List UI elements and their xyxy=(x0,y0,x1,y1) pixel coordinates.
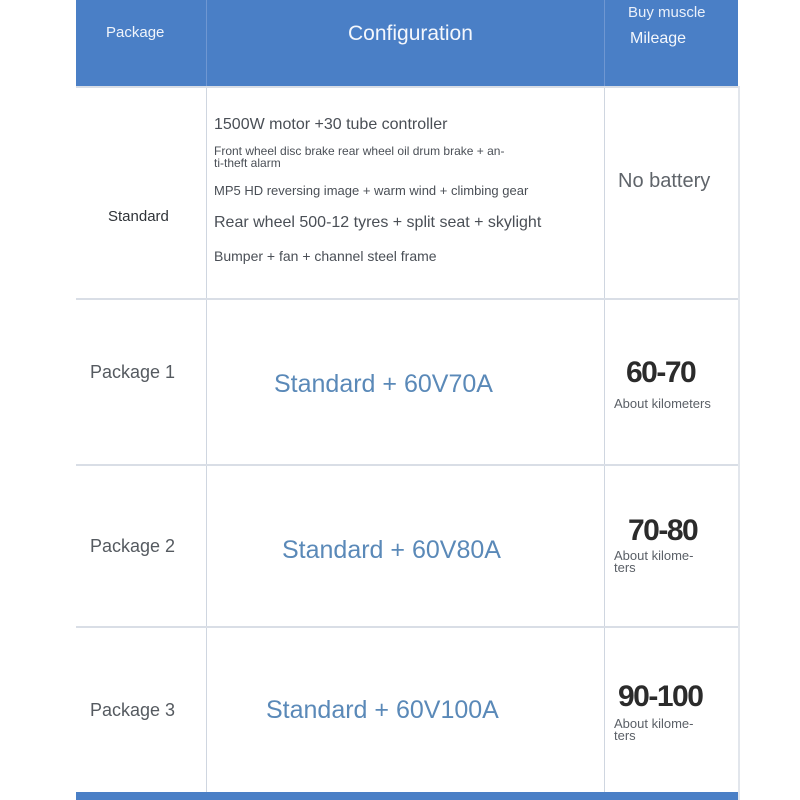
table-right-edge xyxy=(738,86,740,800)
configuration-cell xyxy=(206,628,605,794)
table-row-package-1 xyxy=(76,298,738,466)
header-configuration-cell xyxy=(206,0,605,86)
mileage-cell xyxy=(604,466,738,628)
table-row-package-2 xyxy=(76,464,738,628)
mileage-unit: ters xyxy=(614,560,636,575)
package-cell xyxy=(76,300,207,466)
table-header xyxy=(76,0,738,86)
configuration-cell xyxy=(206,466,605,628)
mileage-unit: About kilome- xyxy=(614,716,694,731)
configuration-cell xyxy=(206,88,605,300)
table-row-package-3 xyxy=(76,626,738,794)
configuration-cell xyxy=(206,300,605,466)
config-line: 1500W motor +30 tube controller xyxy=(214,116,448,133)
config-line: MP5 HD reversing image + warm wind + climbing gear xyxy=(214,183,529,198)
table-bottom-border xyxy=(76,792,738,800)
mileage-cell xyxy=(604,300,738,466)
header-configuration-label: Configuration xyxy=(348,22,473,45)
header-package-cell xyxy=(76,0,207,86)
package-name: Package 1 xyxy=(90,362,176,382)
mileage-cell xyxy=(604,88,738,300)
header-mileage-cell xyxy=(604,0,738,86)
header-package-label: Package xyxy=(106,24,165,41)
configuration-value: Standard + 60V70A xyxy=(274,370,493,398)
header-buy-label: Buy muscle xyxy=(628,4,706,21)
package-name: Package 3 xyxy=(90,700,176,720)
configuration-value: Standard + 60V100A xyxy=(266,696,499,724)
package-cell xyxy=(76,466,207,628)
config-line: Rear wheel 500-12 tyres + split seat + skylight xyxy=(214,214,542,231)
table-row-standard xyxy=(76,86,738,300)
package-name: Standard xyxy=(108,208,169,225)
config-line: Bumper + fan + channel steel frame xyxy=(214,248,437,264)
mileage-unit: About kilome- xyxy=(614,548,694,563)
mileage-cell xyxy=(604,628,738,794)
package-name: Package 2 xyxy=(90,536,176,556)
mileage-unit: ters xyxy=(614,728,636,743)
package-cell xyxy=(76,88,207,300)
mileage-range: 70-80 xyxy=(628,514,698,547)
mileage-range: 60-70 xyxy=(626,356,696,389)
configuration-value: Standard + 60V80A xyxy=(282,536,501,564)
mileage-range: 90-100 xyxy=(618,680,703,713)
package-cell xyxy=(76,628,207,794)
config-line: ti-theft alarm xyxy=(214,156,281,170)
header-mileage-label: Mileage xyxy=(630,30,687,47)
package-table xyxy=(76,0,738,800)
mileage-unit: About kilometers xyxy=(614,396,711,411)
mileage-value: No battery xyxy=(618,170,711,192)
config-line: Front wheel disc brake rear wheel oil drum brake + an- xyxy=(214,144,505,158)
